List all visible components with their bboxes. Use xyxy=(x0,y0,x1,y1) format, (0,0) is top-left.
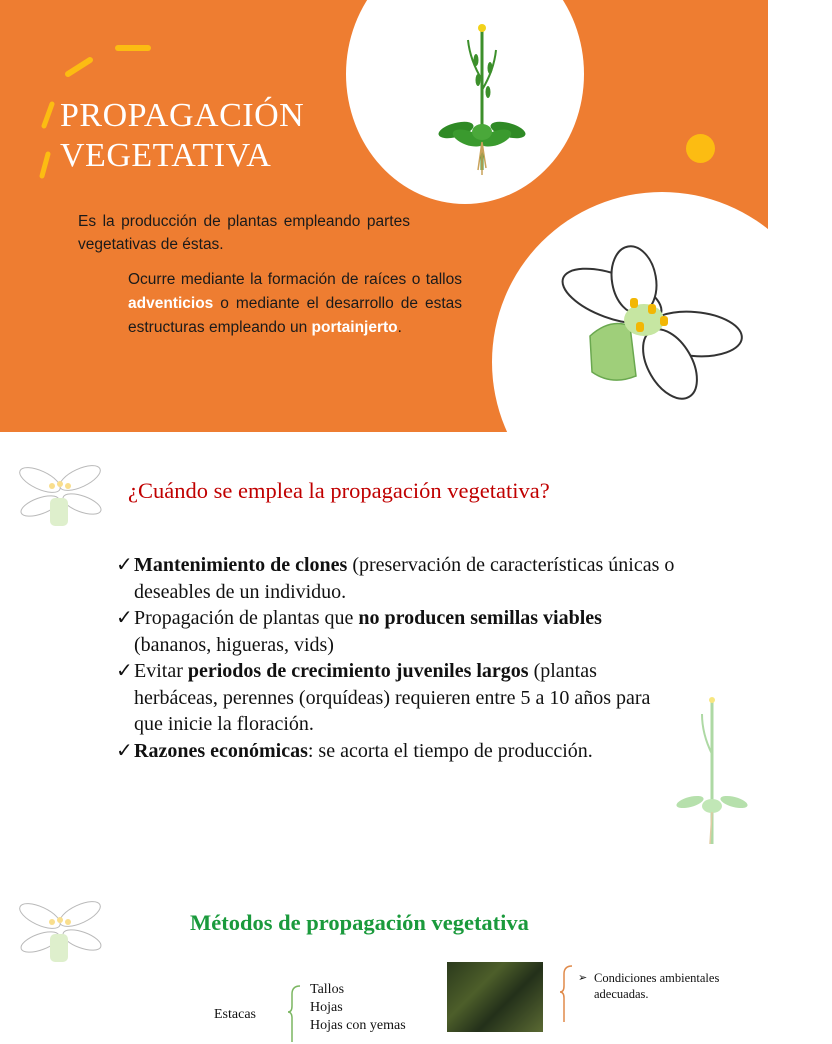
bracket-icon xyxy=(288,984,302,1044)
flower-watermark xyxy=(16,456,106,536)
check-icon: ✓ xyxy=(116,660,133,682)
list-item xyxy=(116,552,676,605)
reason-text: (plantas herbáceas, perennes (orquídeas) requieren entre 5 a 10 años para que inicie la floración. xyxy=(134,660,651,735)
bracket-icon xyxy=(560,964,574,1024)
section-title-cuando: ¿Cuándo se emplea la propagación vegetativa? xyxy=(128,478,550,503)
estacas-item-hojas: Hojas xyxy=(310,1000,343,1015)
check-icon: ✓ xyxy=(116,607,133,629)
page-title xyxy=(60,96,304,176)
mechanism-paragraph xyxy=(128,268,462,340)
title-line-1: PROPAGACIÓN xyxy=(60,97,305,134)
section-title-metodos: Métodos de propagación vegetativa xyxy=(190,910,529,935)
mechanism-text-1: Ocurre mediante la formación de raíces o tallos xyxy=(128,271,462,288)
reasons-list xyxy=(116,552,676,764)
reason-bold: periodos de crecimiento juveniles largos xyxy=(187,660,529,682)
condition-text: Condiciones ambientales adecuadas. xyxy=(594,971,720,1001)
slide-cuando-se-emplea xyxy=(0,432,768,864)
slide-propagacion-vegetativa xyxy=(0,0,768,432)
reason-bold: no producen semillas viables xyxy=(358,607,602,629)
slide-metodos xyxy=(0,864,768,1033)
reason-bold: Razones económicas xyxy=(134,739,308,762)
list-item xyxy=(578,970,758,1002)
highlight-adventicios: adventicios xyxy=(128,295,214,312)
definition-paragraph: Es la producción de plantas empleando partes vegetativas de éstas. xyxy=(78,213,410,253)
mechanism-text-2: o mediante el desarrollo de estas estructuras empleando un xyxy=(128,295,462,336)
mechanism-text-3: . xyxy=(397,319,402,336)
check-icon: ✓ xyxy=(116,554,133,576)
decorative-yellow-dot xyxy=(686,134,715,163)
arrow-bullet-icon: ➢ xyxy=(578,972,588,984)
estacas-item-tallos: Tallos xyxy=(310,982,345,997)
title-line-2: VEGETATIVA xyxy=(60,137,272,174)
list-item xyxy=(116,658,676,738)
reason-bold: Mantenimiento de clones xyxy=(134,554,348,576)
list-item xyxy=(116,605,676,658)
reason-text: (preservación de características únicas o deseables de un individuo. xyxy=(134,554,675,603)
cuttings-photo xyxy=(447,962,543,1032)
conditions-list xyxy=(578,970,758,1002)
highlight-portainjerto: portainjerto xyxy=(311,319,398,336)
check-icon: ✓ xyxy=(116,739,133,762)
reason-prefix: Evitar xyxy=(134,660,188,682)
plant-watermark xyxy=(676,694,746,854)
plant-illustration xyxy=(432,20,532,180)
reason-text: (bananos, higueras, vids) xyxy=(134,633,334,656)
reason-prefix: Propagación de plantas que xyxy=(134,607,359,629)
flower-watermark xyxy=(16,892,106,972)
flower-illustration xyxy=(552,248,742,408)
estacas-label: Estacas xyxy=(214,1007,256,1022)
list-item xyxy=(116,738,676,765)
estacas-item-hojas-yemas: Hojas con yemas xyxy=(310,1018,406,1033)
reason-text: : se acorta el tiempo de producción. xyxy=(307,739,593,762)
